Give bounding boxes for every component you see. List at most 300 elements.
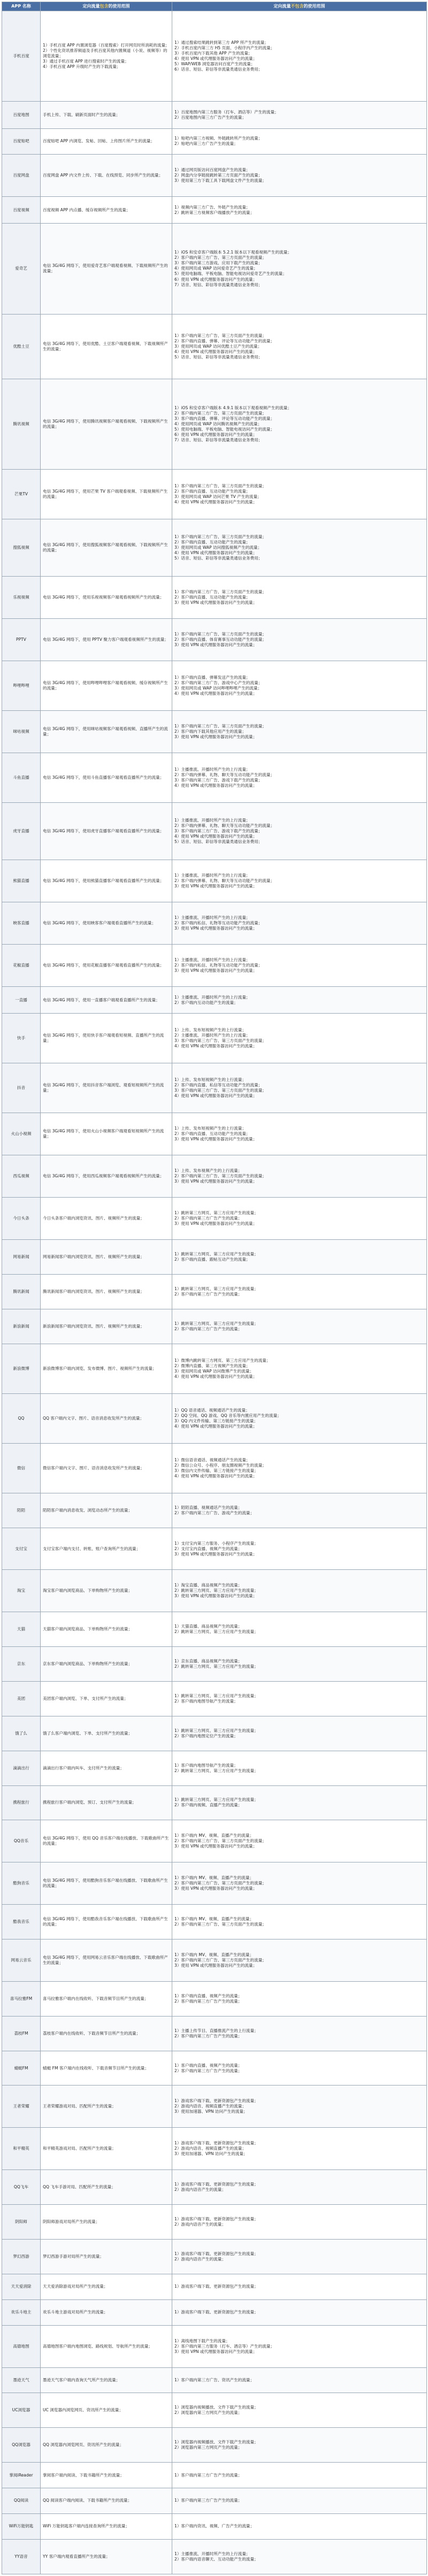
excluded-line: 2）客户端内直播、互动功能产生的流量；: [174, 488, 250, 494]
app-name-cell: [2, 128, 41, 154]
app-name: 芒果TV: [14, 491, 28, 496]
included-scope-cell: [41, 314, 172, 379]
excluded-line: 1）浏览器内视频播放、文件下载产生的流量；: [174, 2440, 258, 2445]
included-line: 手机上传、下载、刷新页面时产生的流量；: [43, 112, 120, 117]
excluded-line: 2）客户端内第三方服务（打车、酒店等）产生的流量；: [174, 2343, 275, 2349]
excluded-line: 1）视频内第三方广告、外链产生的流量；: [174, 204, 250, 210]
app-name: 乐视视频: [13, 594, 29, 600]
included-line: 天猫客户端内浏览商品、下单购物所产生的流量；: [43, 1627, 133, 1632]
app-name-cell: [2, 1905, 41, 1939]
app-name-cell: [2, 2463, 41, 2488]
included-scope-cell: [41, 2051, 172, 2086]
app-name: UC浏览器: [12, 2408, 30, 2413]
app-name: 陌陌: [17, 1507, 26, 1513]
excluded-line: 1）浏览器内视频播放、文件下载产生的流量；: [174, 2405, 258, 2410]
table-row: [2, 618, 427, 661]
included-scope-cell: [41, 860, 172, 902]
excluded-scope-cell: [172, 2428, 427, 2463]
excluded-line: 4）使用 VPN 或代理服务器访问产生的流量；: [174, 1093, 257, 1099]
table-row: [2, 2393, 427, 2428]
excluded-line: 3）使用 VPN 或代理服务器访问产生的流量；: [174, 1137, 257, 1142]
included-scope-cell: [41, 1155, 172, 1198]
app-name: 阴阳师: [15, 2219, 27, 2225]
table-row: [2, 2051, 427, 2086]
table-row: [2, 2539, 427, 2574]
excluded-line: 2）客户端内第三方广告产生的流量；: [174, 1326, 242, 1331]
included-scope-cell: [41, 1275, 172, 1309]
excluded-line: 4）使用网页或 WAP 访问腾讯视频产生的流量；: [174, 421, 262, 426]
included-line: 掌阅客户端内阅读、下载书籍所产生的流量；: [43, 2472, 124, 2478]
excluded-line: 3）使用 VPN 或代理服务器访问产生的流量；: [174, 600, 257, 605]
app-name-cell: [2, 224, 41, 314]
included-line: 腾讯新闻客户端内浏览资讯、图片、视频所产生的流量；: [43, 1289, 144, 1294]
app-name-cell: [2, 1113, 41, 1155]
table-row: [2, 1443, 427, 1493]
included-scope-cell: [41, 1240, 172, 1275]
app-name: WiFi万能钥匙: [9, 2524, 34, 2529]
excluded-line: 4）使用 VPN 或代理服务器访问产生的流量；: [174, 1473, 257, 1478]
excluded-line: 1）客户端内直播、视频产生的流量；: [174, 2063, 242, 2068]
excluded-line: 1）跳转第三方网页、第三方应用产生的流量；: [174, 1210, 258, 1216]
app-name: 花椒直播: [13, 962, 29, 968]
included-line: 电信 3G/4G 网络下，使用抖音客户端浏览、观看短视频所产生的流量；: [43, 1083, 164, 1093]
table-row: [2, 2299, 427, 2325]
included-line: 百度网盘 APP 内文件上传、下载、在线预览、同步所产生的流量；: [43, 172, 163, 178]
app-name: YY语音: [14, 2554, 28, 2559]
app-name-cell: [2, 1155, 41, 1198]
excluded-line: 1）跳转第三方网页、第三方应用产生的流量；: [174, 1797, 258, 1803]
app-name-cell: [2, 1528, 41, 1570]
excluded-line: 2）游戏内语音产生的流量；: [174, 2222, 226, 2227]
excluded-scope-cell: [172, 1443, 427, 1493]
excluded-line: 3）使用 VPN 或代理服务器访问产生的流量；: [174, 1179, 257, 1184]
included-line: 喜马拉雅客户端内在线收听、下载音频节目所产生的流量；: [43, 1996, 149, 2001]
excluded-scope-cell: [172, 102, 427, 129]
excluded-scope-cell: [172, 618, 427, 661]
excluded-line: 5）话音、短信、彩信等非流量类通信业务费用；: [174, 555, 263, 561]
excluded-line: 2）客户端内地图定位产生的流量；: [174, 1733, 238, 1738]
excluded-line: 2）客户端内直播、私信等互动功能产生的流量；: [174, 1083, 263, 1088]
excluded-line: 6）话音、短信、彩信等非流量类通信业务费用；: [174, 67, 263, 72]
app-name-cell: [2, 2539, 41, 2574]
excluded-line: 1）游戏客户端下载、更新资源包产生的流量；: [174, 2098, 258, 2104]
excluded-line: 2）游戏内语音产生的流量；: [174, 2187, 226, 2192]
app-name: 携程旅行: [13, 1800, 29, 1805]
excluded-scope-cell: [172, 2016, 427, 2051]
included-line: QQ 飞车手游对局、匹配所产生的流量；: [43, 2184, 116, 2190]
included-line: 荔枝客户端内在线收听、下载音频节目所产生的流量；: [43, 2030, 141, 2036]
table-row: [2, 2205, 427, 2240]
app-name: QQ飞车: [13, 2184, 29, 2190]
excluded-line: 1）客户端内第三方广告、资讯产生的流量；: [174, 2377, 255, 2382]
excluded-line: 2）客户端内第三方广告产生的流量；: [174, 2068, 242, 2073]
table-row: [2, 1155, 427, 1198]
included-line: 电信 3G/4G 网络下，使用快手客户端观看短视频、直播所产生的流量；: [43, 1033, 164, 1044]
app-name-cell: [2, 1198, 41, 1240]
excluded-line: 3）客户端内第三方游戏、应用下载产生的流量；: [174, 260, 263, 266]
excluded-line: 3）客户端内直播、弹幕、评论等互动功能产生的流量；: [174, 416, 275, 421]
excluded-line: 3）使用 VPN 或代理服务器访问产生的流量；: [174, 1963, 257, 1968]
included-line: 微信客户端内文字、图片、语音消息收发所产生的流量；: [43, 1465, 144, 1470]
excluded-scope-cell: [172, 1939, 427, 1982]
excluded-line: 2）客户端内私信、礼物等互动功能产生的流量；: [174, 962, 263, 968]
app-name-cell: [2, 753, 41, 802]
included-scope-cell: [41, 1014, 172, 1063]
excluded-line: 5）使用电脑端、平板电脑、智能电视访问产生的流量；: [174, 426, 275, 432]
excluded-line: 2）客户端内直播、弹幕、评论等互动功能产生的流量；: [174, 338, 275, 343]
excluded-scope-cell: [172, 902, 427, 944]
included-line: 电信 3G/4G 网络下，使用花椒直播客户端观看直播所产生的流量；: [43, 962, 164, 968]
included-scope-cell: [41, 1981, 172, 2016]
excluded-line: 1）客户端内第三方广告、第三方页面产生的流量；: [174, 631, 266, 637]
excluded-scope-cell: [172, 1682, 427, 1716]
app-name: QQ: [18, 1415, 25, 1421]
excluded-line: 3）QQ 内文件传输、第三方链接产生的流量；: [174, 1418, 258, 1423]
app-name: 抖音: [17, 1085, 26, 1091]
excluded-scope-cell: [172, 1113, 427, 1155]
table-row: [2, 1309, 427, 1344]
table-row: [2, 2086, 427, 2128]
table-row: [2, 1862, 427, 1905]
table-row: [2, 2367, 427, 2393]
excluded-scope-cell: [172, 379, 427, 469]
included-scope-cell: [41, 1309, 172, 1344]
excluded-line: 2）客户端内直播、互动功能产生的流量；: [174, 1131, 250, 1137]
excluded-line: 2）贴吧内第三方广告产生的流量；: [174, 141, 238, 147]
excluded-line: 1）客户端内 MV、视频、直播产生的流量；: [174, 1833, 254, 1838]
excluded-line: 3）使用 VPN 或代理服务器访问产生的流量；: [174, 1844, 257, 1849]
excluded-scope-cell: [172, 1981, 427, 2016]
app-name-cell: [2, 944, 41, 986]
excluded-scope-cell: [172, 224, 427, 314]
table-row: [2, 1014, 427, 1063]
included-scope-cell: [41, 1751, 172, 1785]
app-name: 搜狐视频: [13, 545, 29, 550]
excluded-line: 1）客户端内地图导航产生的流量；: [174, 1762, 238, 1768]
header-included-scope: [41, 2, 172, 11]
table-row: [2, 1939, 427, 1982]
excluded-line: 2）跳转第三方网页、第三方应用产生的流量；: [174, 1588, 258, 1593]
excluded-line: 1）iOS 和安卓客户端版本 4.9.1 版本以下观看视频产生的流量；: [174, 405, 292, 410]
excluded-line: 1）微博内跳转第三方网页、第三方应用产生的流量；: [174, 1358, 271, 1363]
table-row: [2, 710, 427, 753]
included-scope-cell: [41, 1939, 172, 1982]
excluded-line: 2）客户端内第三方广告、第三方页面产生的流量；: [174, 1838, 266, 1844]
included-line: 电信 3G/4G 网络下，使用腾讯视频客户端观看视频、下载视频所产生的流量；: [43, 418, 168, 429]
included-scope-cell: [41, 1647, 172, 1682]
excluded-line: 1）跳转第三方网页、第三方应用产生的流量；: [174, 1728, 258, 1733]
app-name: 掌阅iReader: [9, 2472, 33, 2478]
app-name: 天天爱消除: [11, 2284, 32, 2289]
app-name: 火山小视频: [11, 1131, 32, 1137]
excluded-scope-cell: [172, 1785, 427, 1820]
app-name: 咪咕视频: [13, 729, 29, 734]
header-included-highlight: 包含: [100, 3, 109, 9]
app-name-cell: [2, 2513, 41, 2539]
included-scope-cell: [41, 802, 172, 860]
app-name-cell: [2, 2205, 41, 2240]
excluded-line: 4）使用 VPN 或代理服务器访问产生的流量；: [174, 1374, 257, 1379]
app-name-cell: [2, 1820, 41, 1862]
excluded-line: 3）使用网页或 WAP 访问优酷土豆产生的流量；: [174, 343, 262, 349]
excluded-line: 4）使用 VPN 或代理服务器访问产生的流量；: [174, 691, 257, 696]
excluded-line: 1）游戏客户端下载、更新资源包产生的流量；: [174, 2217, 258, 2222]
app-name: 熊猫直播: [13, 878, 29, 883]
excluded-line: 1）游戏客户端下载、更新资源包产生的流量；: [174, 2141, 258, 2146]
excluded-line: 1）客户端内 MV、视频、直播产生的流量；: [174, 1875, 254, 1881]
app-name-cell: [2, 2299, 41, 2325]
included-scope-cell: [41, 2170, 172, 2205]
excluded-line: 4）使用 VPN 或代理服务器访问产生的流量；: [174, 833, 257, 839]
included-line: 陌陌客户端内消息收发、浏览动态所产生的流量；: [43, 1507, 133, 1513]
excluded-scope-cell: [172, 944, 427, 986]
app-name-cell: [2, 1682, 41, 1716]
app-name: 百度地图: [13, 112, 29, 117]
table-row: [2, 1785, 427, 1820]
table-row: [2, 1820, 427, 1862]
table-row: [2, 577, 427, 619]
excluded-line: 1）主播推流、开播时所产生的上行流量；: [174, 915, 250, 920]
excluded-line: 3）使用 VPN 或代理服务器访问产生的流量；: [174, 1551, 257, 1557]
excluded-line: 1）上传、发布视频产生的上行流量；: [174, 1168, 242, 1174]
excluded-line: 2）客户端内第三方广告产生的流量；: [174, 2033, 242, 2038]
header-included-prefix: 定向流量: [82, 3, 100, 9]
excluded-line: 3）使用 VPN 或代理服务器访问产生的流量；: [174, 883, 257, 888]
app-name: 一直播: [15, 997, 27, 1002]
excluded-line: 4）使用 VPN 或代理服务器访问产生的流量；: [174, 550, 257, 555]
included-scope-cell: [41, 2367, 172, 2393]
included-line: 高德地图客户端内地图浏览、路线规划、导航所产生的流量；: [43, 2343, 153, 2349]
excluded-line: 2）客户端内第三方广告、游戏中心产生的流量；: [174, 680, 263, 685]
included-line: 阴阳师游戏对局所产生的流量；: [43, 2219, 100, 2225]
excluded-line: 3）使用 VPN 或代理服务器访问产生的流量；: [174, 968, 257, 973]
included-scope-cell: [41, 1570, 172, 1612]
excluded-line: 2）客户端内地图导航产生的流量；: [174, 1698, 238, 1704]
excluded-scope-cell: [172, 469, 427, 519]
excluded-line: 2）微信公众号、小程序、朋友圈视频产生的流量；: [174, 1462, 266, 1468]
included-scope-cell: [41, 11, 172, 102]
included-line: 滴滴出行客户端内叫车、支付所产生的流量；: [43, 1765, 124, 1770]
app-name: 百度视频: [13, 207, 29, 212]
excluded-scope-cell: [172, 2239, 427, 2274]
table-row: [2, 2463, 427, 2488]
included-scope-cell: [41, 2274, 172, 2299]
excluded-line: 2）客户端内直播、互动功能产生的流量；: [174, 594, 250, 600]
excluded-scope-cell: [172, 2513, 427, 2539]
excluded-line: 2）客户端内下载其他应用产生的流量；: [174, 729, 246, 734]
app-name-cell: [2, 1716, 41, 1751]
included-scope-cell: [41, 1493, 172, 1528]
excluded-line: 3）使用 VPN 或代理服务器访问产生的流量；: [174, 2349, 257, 2354]
table-row: [2, 1612, 427, 1647]
table-row: [2, 2325, 427, 2367]
excluded-line: 1）游戏客户端下载、更新资源包产生的流量；: [174, 2182, 258, 2187]
excluded-line: 1）客户端内第三方广告、第三方页面产生的流量；: [174, 333, 266, 338]
table-row: [2, 753, 427, 802]
excluded-line: 2）跳转第三方视频客户端播放产生的流量；: [174, 210, 255, 215]
table-row: [2, 1275, 427, 1309]
excluded-scope-cell: [172, 2299, 427, 2325]
excluded-line: 1）客户端内第三方广告、第三方页面产生的流量；: [174, 723, 266, 729]
excluded-line: 2）客户端内第三方广告产生的流量；: [174, 1291, 242, 1297]
included-scope-cell: [41, 1344, 172, 1393]
excluded-line: 1）主播推流、开播时所产生的上行流量；: [174, 2551, 250, 2556]
excluded-line: 1）主播推流、开播时所产生的上行流量；: [174, 872, 250, 878]
excluded-line: 1）iOS 和安卓客户端版本 5.2.1 版本以下观看视频产生的流量；: [174, 250, 292, 255]
included-scope-cell: [41, 1063, 172, 1113]
excluded-line: 2）客户端内弹幕、礼物、聊天等互动功能产生的流量；: [174, 823, 275, 828]
app-name-cell: [2, 196, 41, 224]
app-name: 哔哩哔哩: [13, 683, 29, 688]
app-name-cell: [2, 1862, 41, 1905]
included-scope-cell: [41, 1393, 172, 1443]
excluded-line: 2）客户端内第三方广告、第三方页面产生的流量；: [174, 1174, 266, 1179]
table-row: [2, 2016, 427, 2051]
included-scope-cell: [41, 2513, 172, 2539]
included-scope-cell: [41, 2239, 172, 2274]
excluded-line: 3）使用 VPN 或代理服务器访问产生的流量；: [174, 1593, 257, 1599]
excluded-scope-cell: [172, 1612, 427, 1647]
excluded-line: 2）跳转第三方网页、第三方应用产生的流量；: [174, 1768, 258, 1773]
excluded-line: 6）使用 VPN 或代理服务器访问产生的流量；: [174, 277, 257, 282]
excluded-line: 3）使用 VPN 或代理服务器访问产生的流量；: [174, 1886, 257, 1891]
excluded-line: 3）使用网页或 WAP 访问微博产生的流量；: [174, 1368, 254, 1374]
excluded-line: 1）陌陌直播、视频通话产生的流量；: [174, 1505, 242, 1510]
included-line: 蜻蜓 FM 客户端内在线收听、下载音频节目所产生的流量；: [43, 2065, 149, 2071]
excluded-scope-cell: [172, 1275, 427, 1309]
excluded-line: 2）客户端内第三方广告、第三方页面产生的流量；: [174, 1958, 266, 1962]
table-row: [2, 860, 427, 902]
table-row: [2, 2239, 427, 2274]
table-row: [2, 224, 427, 314]
excluded-scope-cell: [172, 11, 427, 102]
included-line: 电信 3G/4G 网络下，使用 QQ 音乐客户端在线播放、下载歌曲所产生的流量；: [43, 1836, 169, 1846]
excluded-line: 1）京东直播、商品视频产生的流量；: [174, 1659, 242, 1664]
excluded-line: 3）使用加速器、VPN 访问产生的流量；: [174, 2151, 248, 2157]
excluded-scope-cell: [172, 802, 427, 860]
app-name-cell: [2, 986, 41, 1014]
excluded-line: 2）支付宝内直播、视频产生的流量；: [174, 1546, 242, 1551]
table-row: [2, 1528, 427, 1570]
excluded-scope-cell: [172, 1820, 427, 1862]
excluded-line: 3）客户端内第三方广告、第三方页面产生的流量；: [174, 1038, 266, 1044]
excluded-line: 1）客户端内 MV、视频、直播产生的流量；: [174, 1916, 254, 1922]
excluded-line: 2）客户端内弹幕、礼物、聊天等互动功能产生的流量；: [174, 772, 275, 777]
table-row: [2, 1344, 427, 1393]
app-name: 京东: [17, 1661, 26, 1667]
excluded-line: 3）客户端内第三方广告、游戏下载产生的流量；: [174, 777, 263, 783]
included-scope-cell: [41, 519, 172, 576]
excluded-scope-cell: [172, 2488, 427, 2513]
excluded-line: 2）客户端内第三方广告产生的流量；: [174, 1216, 242, 1221]
included-line: UC 浏览器内浏览网页、资讯所产生的流量；: [43, 2408, 123, 2413]
excluded-scope-cell: [172, 661, 427, 710]
app-name-cell: [2, 2393, 41, 2428]
app-name-cell: [2, 1785, 41, 1820]
included-scope-cell: [41, 1443, 172, 1493]
table-row: [2, 1682, 427, 1716]
app-name-cell: [2, 1063, 41, 1113]
excluded-line: 6）使用 VPN 或代理服务器访问产生的流量；: [174, 432, 257, 437]
excluded-line: 1）通过搜索结果跳转到第三方 APP 所产生的流量；: [174, 40, 269, 45]
included-scope-cell: [41, 196, 172, 224]
excluded-line: 3）使用网页或 WAP 访问搜狐视频产生的流量；: [174, 545, 262, 550]
included-line: 电信 3G/4G 网络下，使用乐视视频客户端观看视频所产生的流量；: [43, 594, 164, 600]
excluded-scope-cell: [172, 1014, 427, 1063]
app-name: 虎牙直播: [13, 828, 29, 833]
included-scope-cell: [41, 1905, 172, 1939]
app-name: 映客直播: [13, 920, 29, 925]
excluded-line: 2）客户端内私信、礼物等互动功能产生的流量；: [174, 920, 263, 925]
included-scope-cell: [41, 1198, 172, 1240]
app-name: 欢乐斗地主: [11, 2310, 32, 2315]
app-name-cell: [2, 2367, 41, 2393]
app-name: 荔枝FM: [14, 2030, 28, 2036]
included-scope-cell: [41, 379, 172, 469]
excluded-line: 1）离线地图下载产生的流量；: [174, 2338, 230, 2343]
included-line: 墨迹天气客户端内查询天气所产生的流量；: [43, 2377, 120, 2382]
app-name: 斗鱼直播: [13, 775, 29, 780]
excluded-line: 2）跳转第三方网页、第三方应用产生的流量；: [174, 1629, 258, 1635]
excluded-line: 2）客户端内互动功能产生的流量；: [174, 1000, 238, 1005]
app-name: QQ音乐: [13, 1838, 29, 1844]
excluded-line: 1）客户端内第三方广告、第三方页面产生的流量；: [174, 483, 266, 488]
included-line: QQ 浏览器内浏览网页、资讯所产生的流量；: [43, 2442, 124, 2448]
included-scope-cell: [41, 2016, 172, 2051]
included-scope-cell: [41, 902, 172, 944]
included-line: 电信 3G/4G 网络下，使用西瓜视频客户端观看视频所产生的流量；: [43, 1174, 164, 1179]
excluded-line: 1）主播推流、开播时所产生的上行流量；: [174, 994, 250, 1000]
app-name-cell: [2, 860, 41, 902]
app-name-cell: [2, 2016, 41, 2051]
excluded-scope-cell: [172, 1393, 427, 1443]
excluded-line: 3）使用 VPN 或代理服务器访问产生的流量；: [174, 1221, 257, 1226]
app-name: 百度贴吧: [13, 139, 29, 144]
excluded-scope-cell: [172, 128, 427, 154]
included-scope-cell: [41, 469, 172, 519]
table-row: [2, 1716, 427, 1751]
app-name-cell: [2, 2239, 41, 2274]
excluded-line: 1）客户端内第三方广告产生的流量；: [174, 2472, 242, 2478]
included-line: 电信 3G/4G 网络下，使用哔哩哔哩客户端观看视频、缓存视频所产生的流量；: [43, 680, 168, 691]
excluded-line: 3）使用网页或 WAP 访问哔哩哔哩产生的流量；: [174, 685, 262, 691]
included-line: 电信 3G/4G 网络下，使用熊猫直播客户端观看直播所产生的流量；: [43, 878, 164, 883]
excluded-scope-cell: [172, 1528, 427, 1570]
excluded-line: 2）客户端内第三方广告、第三方页面产生的流量；: [174, 410, 266, 416]
table-row: [2, 1113, 427, 1155]
included-line: 电信 3G/4G 网络下，使用爱奇艺客户端观看视频、下载视频所产生的流量；: [43, 263, 168, 274]
app-name: 梦幻西游: [13, 2253, 29, 2259]
header-app-name: [2, 2, 41, 11]
excluded-scope-cell: [172, 2086, 427, 2128]
excluded-line: 5）话音、短信、彩信等非流量类通信业务费用；: [174, 354, 263, 359]
included-line: 新浪微博客户端内浏览、发布微博、图片、视频所产生的流量；: [43, 1366, 157, 1371]
excluded-scope-cell: [172, 2051, 427, 2086]
included-line: 电信 3G/4G 网络下，使用火山小视频客户端观看短视频所产生的流量；: [43, 1129, 164, 1139]
app-name-cell: [2, 1751, 41, 1785]
table-row: [2, 196, 427, 224]
included-line: 美团客户端内浏览、下单、支付所产生的流量；: [43, 1696, 128, 1701]
app-name-cell: [2, 1570, 41, 1612]
app-name-cell: [2, 1493, 41, 1528]
included-line: 4）手机百度 APP 升级时产生的下载流量；: [43, 64, 121, 70]
table-row: [2, 902, 427, 944]
included-scope-cell: [41, 661, 172, 710]
table-row: [2, 314, 427, 379]
table-row: [2, 1647, 427, 1682]
included-line: 电信 3G/4G 网络下，使用搜狐视频客户端观看视频、下载视频所产生的流量；: [43, 542, 168, 553]
included-scope-cell: [41, 618, 172, 661]
